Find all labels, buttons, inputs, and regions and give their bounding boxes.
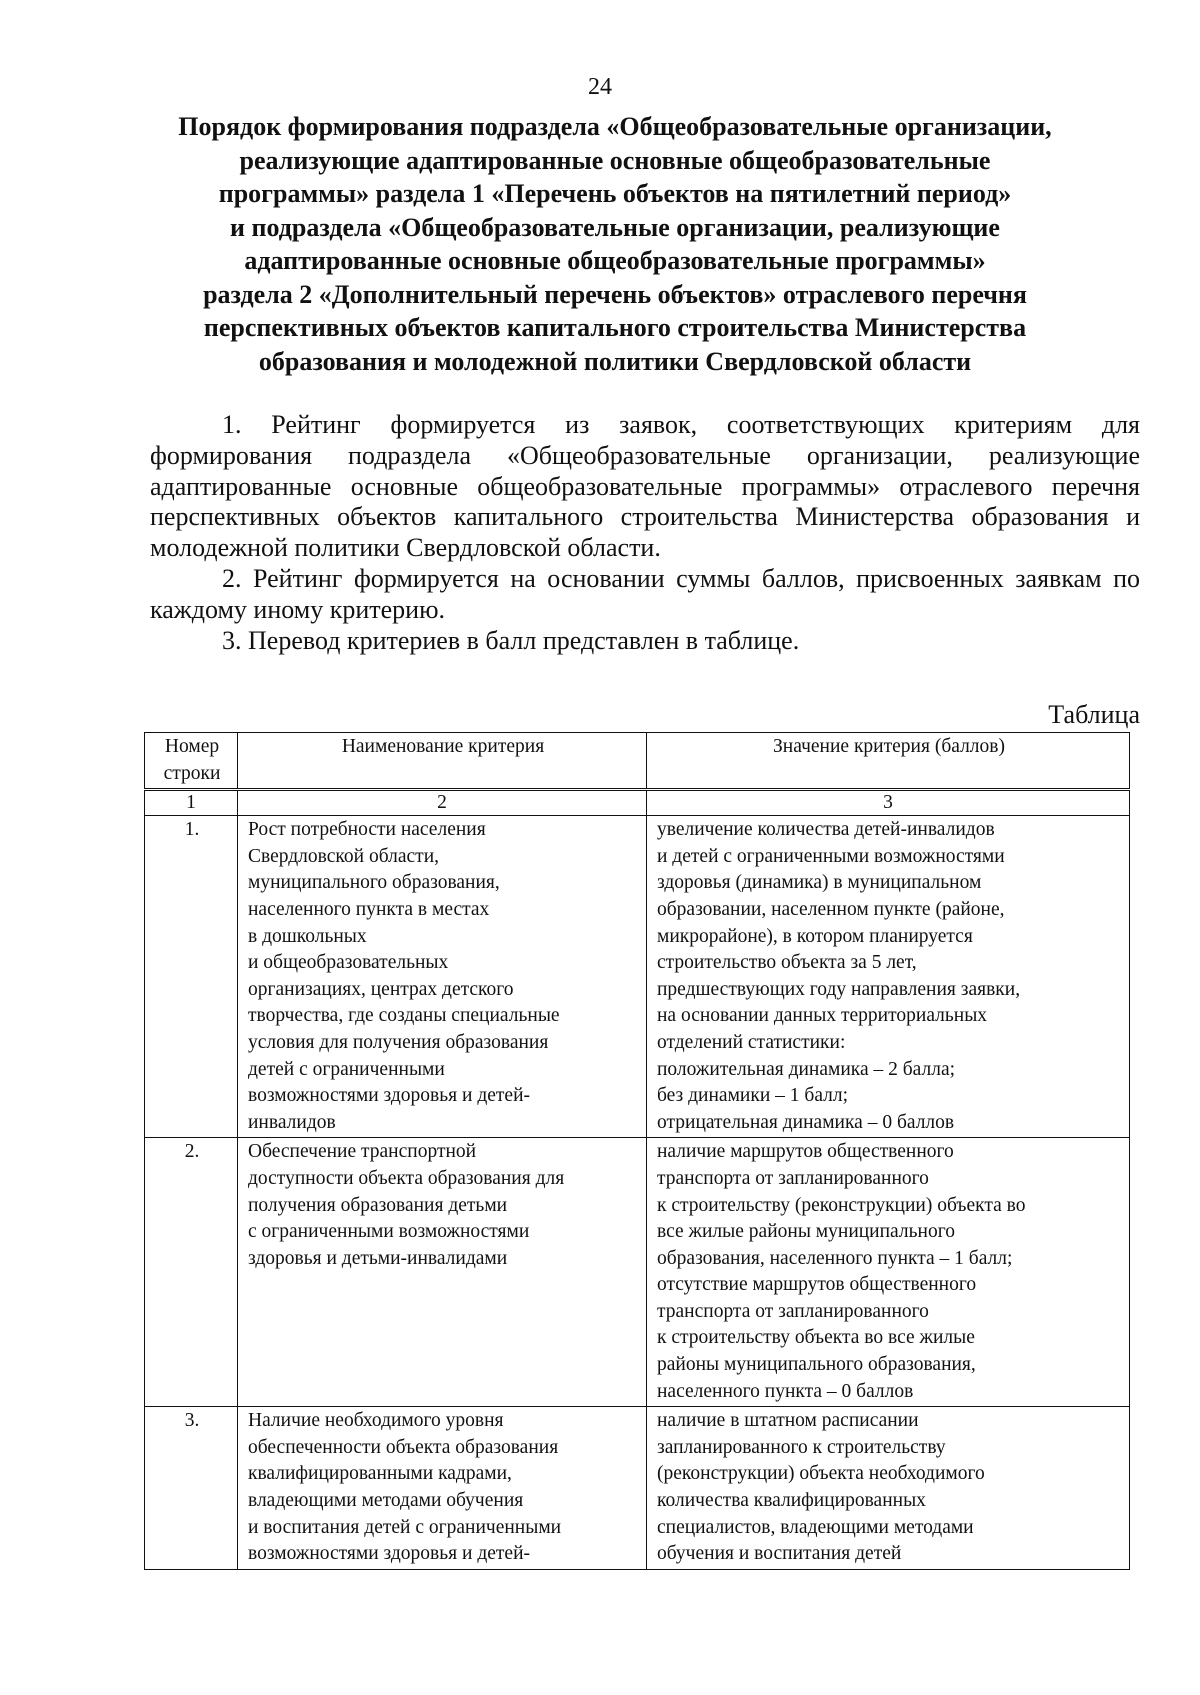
column-index-row: [145, 790, 1130, 816]
criterion-name-cell: [238, 1407, 647, 1570]
criterion-value-line: районы муниципального образования,: [657, 1354, 976, 1376]
header-row-number: Номер строки: [145, 733, 238, 790]
criterion-value-cell: [647, 1407, 1130, 1570]
criterion-value-line: образования, населенного пункта – 1 балл;: [657, 1247, 1013, 1269]
body-text: [150, 410, 1140, 656]
criterion-value-line: все жилые районы муниципального: [657, 1221, 955, 1243]
criterion-value-line: отделений статистики:: [657, 1031, 846, 1053]
criterion-name-line: с ограниченными возможностями: [248, 1221, 530, 1243]
criterion-value-line: образовании, населенном пункте (районе,: [657, 898, 1005, 920]
criterion-name-line: условия для получения образования: [248, 1031, 549, 1053]
criterion-value-line: транспорта от запланированного: [657, 1300, 929, 1322]
column-index: 3: [647, 790, 1130, 816]
criterion-name-line: квалифицированными кадрами,: [248, 1463, 512, 1485]
criterion-value-line: наличие маршрутов общественного: [657, 1141, 954, 1163]
criterion-name-line: в дошкольных: [248, 925, 367, 947]
table-row: [145, 1138, 1130, 1407]
criterion-name-line: здоровья и детьми-инвалидами: [248, 1247, 508, 1269]
title-line: раздела 2 «Дополнительный перечень объектов» отраслевого перечня: [203, 279, 1027, 309]
title-line: программы» раздела 1 «Перечень объектов на пятилетний период»: [218, 179, 1012, 208]
criterion-name-line: населенного пункта в местах: [248, 898, 490, 920]
title-line: Порядок формирования подраздела «Общеобразовательные организации,: [178, 112, 1052, 141]
criterion-name-line: творчества, где созданы специальные: [248, 1005, 560, 1027]
title-line: адаптированные основные общеобразовательные программы»: [244, 246, 986, 275]
document-title: [150, 110, 1080, 378]
table-header-row: [145, 733, 1130, 790]
criterion-name-line: доступности объекта образования для: [248, 1167, 565, 1189]
title-line: и подраздела «Общеобразовательные организации, реализующие: [230, 212, 1000, 242]
table-caption: Таблица: [1048, 700, 1140, 729]
criterion-value-line: наличие в штатном расписании: [657, 1410, 919, 1432]
criterion-value-line: (реконструкции) объекта необходимого: [657, 1463, 985, 1485]
criterion-name-line: детей с ограниченными: [248, 1058, 445, 1080]
criterion-name-line: обеспеченности объекта образования: [248, 1436, 559, 1458]
criterion-value-line: здоровья (динамика) в муниципальном: [657, 872, 982, 894]
row-number: 2.: [145, 1138, 238, 1407]
title-line: реализующие адаптированные основные общеобразовательные: [239, 145, 991, 175]
criterion-name-cell: [238, 1138, 647, 1407]
title-line: образования и молодежной политики Свердловской области: [258, 346, 972, 376]
row-number: 3.: [145, 1407, 238, 1570]
criterion-name-line: и общеобразовательных: [248, 952, 449, 974]
criterion-value-line: отрицательная динамика – 0 баллов: [657, 1111, 955, 1133]
paragraph-1: 1. Рейтинг формируется из заявок, соответствующих критериям для формирования подраздела «Общеобразовательные организации, реализующие адаптированные основные общеобразовательные программы» отраслевого перечня перспективных объектов капитального строительства Министерства образования и молодежной политики Свердловской области.: [150, 410, 1140, 563]
criterion-value-line: отсутствие маршрутов общественного: [657, 1274, 977, 1296]
column-index: 1: [145, 790, 238, 816]
criterion-value-line: обучения и воспитания детей: [657, 1543, 902, 1565]
criterion-value-line: населенного пункта – 0 баллов: [657, 1380, 914, 1402]
criterion-value-line: к строительству (реконструкции) объекта во: [657, 1194, 1026, 1216]
title-line: перспективных объектов капитального строительства Министерства: [203, 313, 1027, 342]
criterion-value-line: предшествующих году направления заявки,: [657, 978, 1021, 1000]
criterion-value-line: без динамики – 1 балл;: [657, 1085, 849, 1107]
criterion-name-cell: [238, 816, 647, 1138]
criterion-value-line: положительная динамика – 2 балла;: [657, 1058, 956, 1080]
criterion-name-line: организациях, центрах детского: [248, 978, 514, 1000]
criterion-name-line: муниципального образования,: [248, 872, 500, 894]
criterion-name-line: Наличие необходимого уровня: [248, 1410, 504, 1432]
criterion-value-line: увеличение количества детей-инвалидов: [657, 819, 995, 841]
criterion-name-line: возможностями здоровья и детей-: [248, 1085, 530, 1107]
criterion-value-line: на основании данных территориальных: [657, 1005, 988, 1027]
criterion-name-line: инвалидов: [248, 1111, 336, 1133]
criterion-name-line: владеющими методами обучения: [248, 1490, 524, 1512]
criteria-table: [144, 732, 1130, 1570]
criterion-value-cell: [647, 816, 1130, 1138]
header-criterion-name: Наименование критерия: [238, 733, 647, 790]
criterion-name-line: возможностями здоровья и детей-: [248, 1543, 530, 1565]
criterion-value-line: запланированного к строительству: [657, 1436, 946, 1458]
table-row: [145, 816, 1130, 1138]
column-index: 2: [238, 790, 647, 816]
criterion-value-line: специалистов, владеющими методами: [657, 1516, 974, 1538]
criterion-value-line: количества квалифицированных: [657, 1490, 926, 1512]
row-number: 1.: [145, 816, 238, 1138]
header-criterion-value: Значение критерия (баллов): [647, 733, 1130, 790]
table-row: [145, 1407, 1130, 1570]
criterion-name-line: и воспитания детей с ограниченными: [248, 1516, 562, 1538]
criterion-value-line: микрорайоне), в котором планируется: [657, 925, 973, 947]
criterion-name-line: Рост потребности населения: [248, 819, 486, 841]
criterion-value-line: к строительству объекта во все жилые: [657, 1327, 975, 1349]
criterion-value-line: и детей с ограниченными возможностями: [657, 845, 1005, 867]
criterion-value-line: строительство объекта за 5 лет,: [657, 952, 917, 974]
criterion-name-line: Обеспечение транспортной: [248, 1141, 477, 1163]
page-number: 24: [588, 74, 612, 100]
criterion-value-cell: [647, 1138, 1130, 1407]
criterion-name-line: получения образования детьми: [248, 1194, 508, 1216]
criterion-value-line: транспорта от запланированного: [657, 1167, 929, 1189]
paragraph-2: 2. Рейтинг формируется на основании суммы баллов, присвоенных заявкам по каждому иному критерию.: [150, 563, 1140, 624]
criterion-name-line: Свердловской области,: [248, 845, 440, 867]
paragraph-3: 3. Перевод критериев в балл представлен в таблице.: [222, 625, 800, 655]
